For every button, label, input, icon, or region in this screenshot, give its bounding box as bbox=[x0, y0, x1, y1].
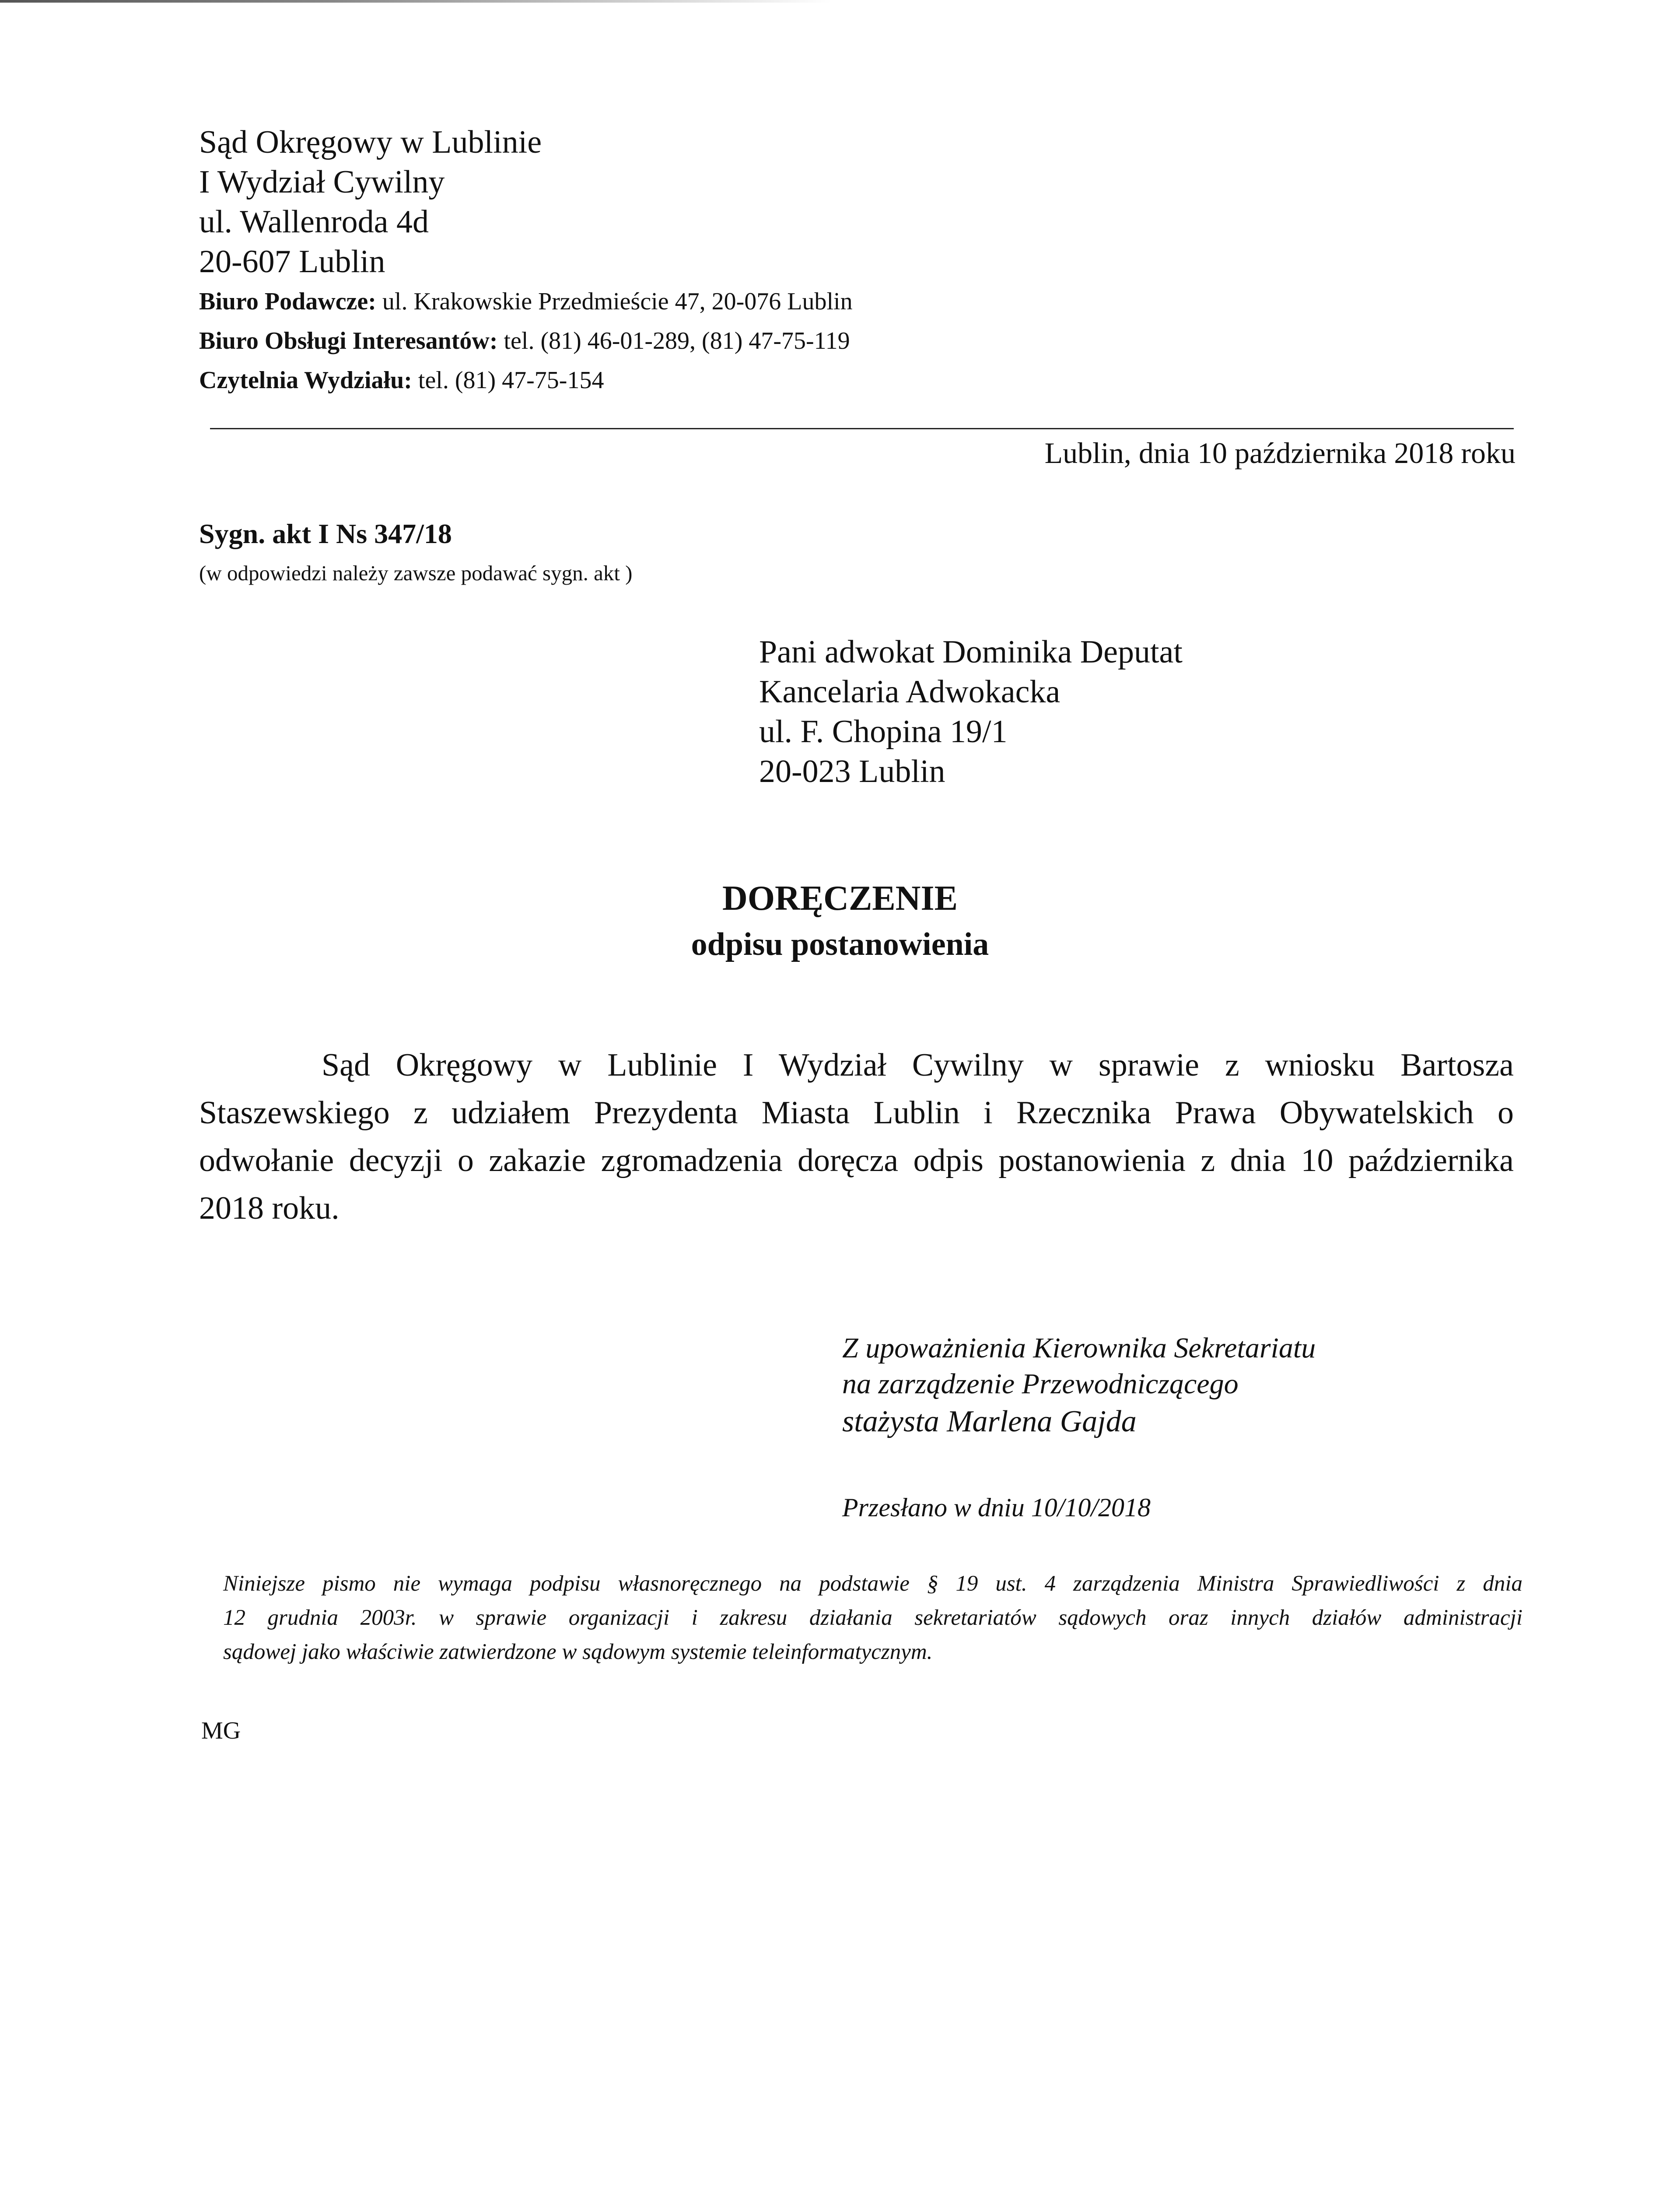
recipient-postal-city: 20-023 Lublin bbox=[759, 754, 945, 789]
case-signature: Sygn. akt I Ns 347/18 bbox=[199, 518, 452, 549]
recipient-address-block bbox=[759, 632, 1183, 792]
recipient-street: ul. F. Chopina 19/1 bbox=[759, 714, 1008, 750]
body-line: 2018 roku. bbox=[199, 1190, 340, 1226]
disclaimer-line: 12 grudnia 2003r. w sprawie organizacji i zakresu działania sekretariatów sądowych oraz innych działów administracji bbox=[223, 1606, 1522, 1630]
signature-order: na zarządzenie Przewodniczącego bbox=[842, 1368, 1239, 1400]
body-paragraph bbox=[199, 1041, 1514, 1232]
sender-address-block bbox=[199, 123, 1249, 400]
contact-label: Czytelnia Wydziału: bbox=[199, 367, 412, 394]
header-separator bbox=[210, 428, 1514, 429]
body-line: Sąd Okręgowy w Lublinie I Wydział Cywilny w sprawie z wniosku Bartosza bbox=[322, 1047, 1514, 1083]
sent-date-note: Przesłano w dniu 10/10/2018 bbox=[842, 1493, 1151, 1522]
court-street: ul. Wallenroda 4d bbox=[199, 204, 429, 240]
contact-value: tel. (81) 47-75-154 bbox=[412, 367, 604, 394]
court-name: Sąd Okręgowy w Lublinie bbox=[199, 124, 542, 160]
contact-reading-room bbox=[199, 361, 1249, 400]
court-department: I Wydział Cywilny bbox=[199, 164, 445, 200]
recipient-name: Pani adwokat Dominika Deputat bbox=[759, 634, 1183, 670]
signature-name: stażysta Marlena Gajda bbox=[842, 1405, 1137, 1438]
contact-value: tel. (81) 46-01-289, (81) 47-75-119 bbox=[497, 327, 850, 354]
document-title bbox=[0, 874, 1680, 966]
author-initials: MG bbox=[201, 1717, 241, 1744]
contact-customer-office bbox=[199, 321, 1249, 361]
contact-filing-office bbox=[199, 282, 1249, 321]
court-postal-city: 20-607 Lublin bbox=[199, 244, 385, 280]
disclaimer-line: sądowej jako właściwie zatwierdzone w sądowym systemie teleinformatycznym. bbox=[223, 1640, 933, 1664]
contact-value: ul. Krakowskie Przedmieście 47, 20-076 Lublin bbox=[376, 288, 853, 315]
place-date: Lublin, dnia 10 października 2018 roku bbox=[1044, 436, 1516, 470]
case-signature-note: (w odpowiedzi należy zawsze podawać sygn. akt ) bbox=[199, 561, 633, 585]
body-line: Staszewskiego z udziałem Prezydenta Miasta Lublin i Rzecznika Prawa Obywatelskich o bbox=[199, 1095, 1514, 1131]
signature-block bbox=[842, 1330, 1316, 1441]
recipient-office: Kancelaria Adwokacka bbox=[759, 674, 1060, 710]
title-main: DORĘCZENIE bbox=[722, 879, 958, 918]
body-line: odwołanie decyzji o zakazie zgromadzenia doręcza odpis postanowienia z dnia 10 października bbox=[199, 1143, 1514, 1178]
scan-edge-line bbox=[0, 0, 831, 3]
disclaimer-note bbox=[223, 1567, 1522, 1669]
contact-label: Biuro Podawcze: bbox=[199, 288, 376, 315]
contact-label: Biuro Obsługi Interesantów: bbox=[199, 327, 498, 354]
disclaimer-line: Niniejsze pismo nie wymaga podpisu własnoręcznego na podstawie § 19 ust. 4 zarządzenia Ministra Sprawiedliwości z dnia bbox=[223, 1571, 1522, 1596]
signature-authorization: Z upoważnienia Kierownika Sekretariatu bbox=[842, 1332, 1316, 1364]
title-subtitle: odpisu postanowienia bbox=[691, 926, 989, 962]
